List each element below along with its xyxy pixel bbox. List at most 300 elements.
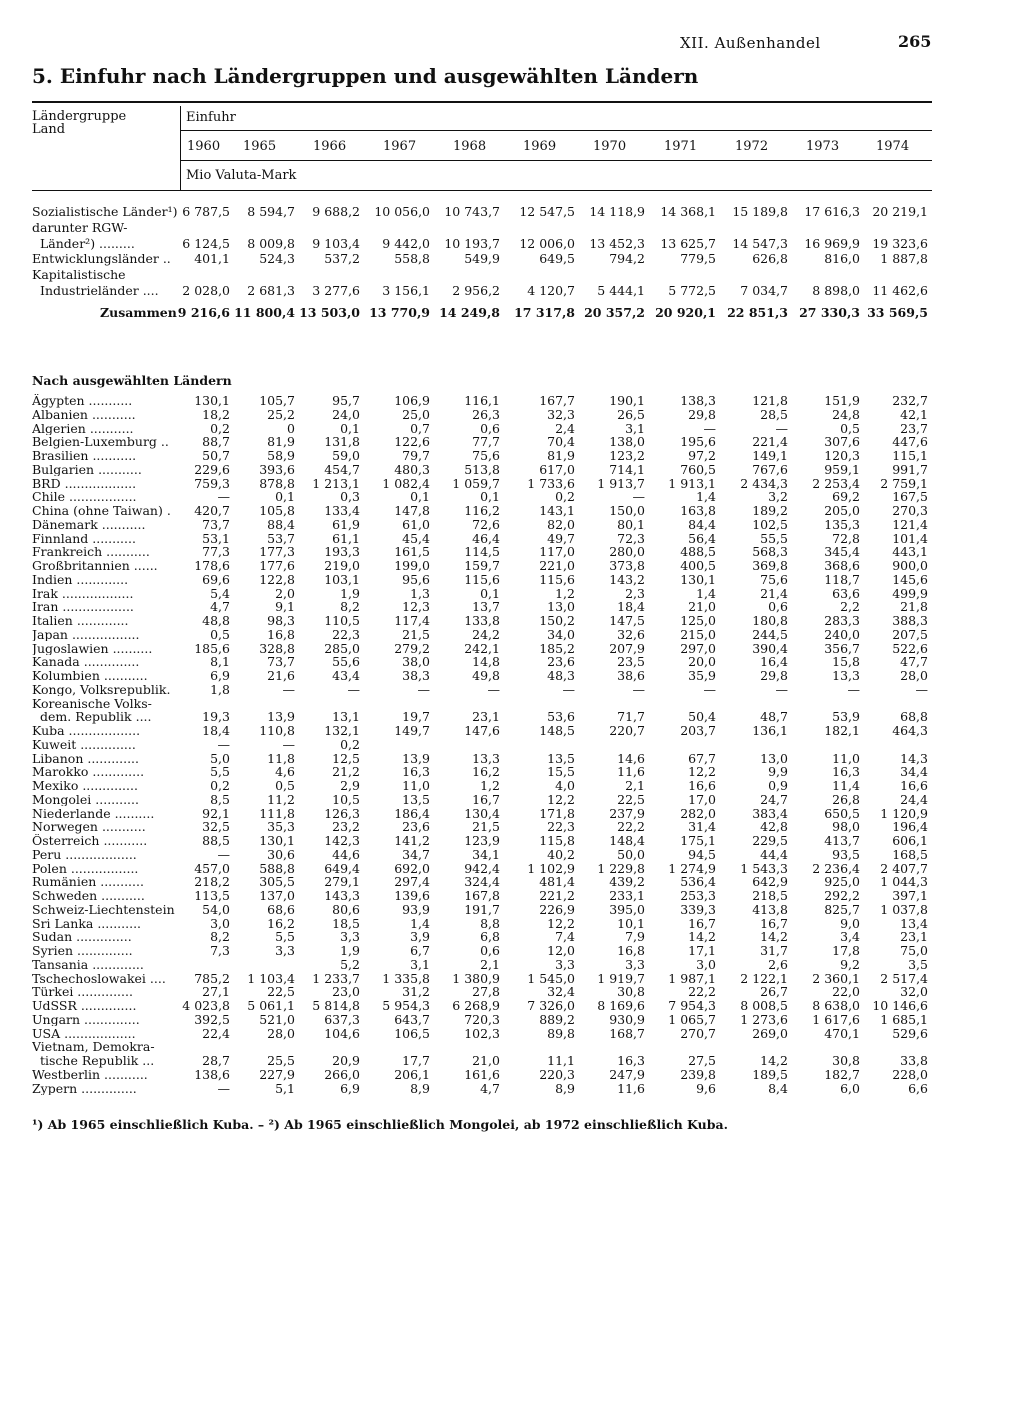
cell-1969: 220,3 [539,1066,575,1082]
cell-1967: 21,5 [402,626,430,642]
cell-1968: 114,5 [464,544,500,560]
cell-1970: 3,3 [625,956,645,972]
row-label: Ungarn .............. [32,1012,140,1027]
cell-1960: 185,6 [194,640,230,656]
cell-1973: 470,1 [824,1025,860,1041]
cell-1972: 229,5 [752,833,788,848]
cell-1968: 133,8 [464,613,500,628]
cell-1971: 14 368,1 [660,204,716,219]
row-label: Dänemark ........... [32,517,146,532]
row-label: Westberlin ........... [32,1067,148,1082]
cell-1971: 20,0 [688,654,716,670]
cell-1970: 16,8 [617,943,645,958]
cell-1969: 32,3 [547,406,575,422]
cell-1967: 9 442,0 [382,235,430,251]
cell-1968: 2,1 [480,956,500,972]
cell-1972: 2 434,3 [740,475,788,491]
einfuhr-label: Einfuhr [186,110,236,125]
cell-1960: 9 216,6 [177,304,230,320]
cell-1969: 32,4 [547,984,575,1000]
cell-1969: 115,6 [539,571,575,587]
cell-1972: 26,7 [760,984,788,1000]
cell-1973: 8 898,0 [812,283,860,298]
cell-1972: 7 034,7 [740,283,788,298]
year-1970: 1970 [593,139,627,154]
cell-1971: 13 625,7 [660,235,716,251]
row-label: Kuweit .............. [32,737,136,752]
cell-1969: 148,5 [539,723,575,738]
cell-1972: 42,8 [760,819,788,835]
cell-1969: 34,0 [547,626,575,642]
cell-1971: 1,4 [696,489,716,505]
row-label: Großbritannien ...... [32,559,158,573]
cell-1970: 714,1 [609,461,645,477]
cell-1970: 72,3 [617,530,645,546]
cell-1968: 21,5 [472,819,500,835]
cell-1974: 447,6 [892,434,928,450]
cell-1966: 279,1 [324,874,360,890]
row-label: China (ohne Taiwan) . [32,504,171,518]
cell-1973: 120,3 [824,448,860,463]
cell-1973: 925,0 [824,874,860,890]
cell-1970: 373,8 [609,558,645,573]
cell-1966: 133,4 [324,503,360,518]
cell-1968: 6,8 [480,929,500,945]
cell-1967: 122,6 [394,434,430,450]
cell-1960: 178,6 [194,558,230,573]
row-label: Kanada .............. [32,655,140,669]
cell-1965: 5 061,1 [247,998,295,1013]
cell-1970: 50,0 [617,846,645,862]
cell-1965: 88,4 [267,516,295,532]
cell-1972: 383,4 [752,805,788,821]
row-label: Brasilien ........... [32,449,137,463]
row-label: Japan ................. [32,627,140,642]
cell-1974: 2 759,1 [880,475,928,491]
cell-1973: 30,8 [832,1053,860,1068]
cell-1972: 244,5 [752,626,788,642]
row-label: Tansania ............. [32,957,144,972]
cell-1965: 13,9 [267,709,295,725]
year-1969: 1969 [523,139,557,154]
cell-1974: 2 517,4 [880,970,928,986]
cell-1965: 110,8 [259,723,295,738]
cell-1974: 522,6 [892,640,928,656]
cell-1967: 1,4 [410,915,430,931]
cell-1968: — [487,681,500,697]
cell-1971: 779,5 [680,251,716,267]
cell-1968: 1 059,7 [452,475,500,491]
cell-1965: 5,1 [275,1080,295,1096]
cell-1970: 280,0 [609,544,645,560]
cell-1974: 388,3 [892,613,928,628]
row-label: UdSSR .............. [32,999,137,1013]
cell-1960: 0,2 [210,778,230,793]
year-1960: 1960 [187,139,221,154]
cell-1972: 2 122,1 [740,970,788,986]
row-label: Entwicklungsländer .. [32,252,171,266]
cell-1970: — [632,489,645,505]
cell-1965: 0 [287,420,295,436]
cell-1971: 56,4 [688,530,716,546]
cell-1972: 2,6 [768,956,788,972]
cell-1969: 82,0 [547,516,575,532]
cell-1966: 43,4 [332,668,360,683]
cell-1968: 130,4 [464,805,500,821]
cell-1967: — [417,681,430,697]
cell-1966: 285,0 [324,640,360,656]
cell-1972: 16,7 [760,915,788,931]
cell-1967: 1,3 [410,585,430,601]
cell-1960: 5,4 [210,585,230,601]
cell-1972: 16,4 [760,654,788,670]
cell-1969: 226,9 [539,901,575,917]
cell-1971: 760,5 [680,461,716,477]
cell-1967: 199,0 [394,558,430,573]
cell-1970: 23,5 [617,654,645,670]
cell-1966: 61,9 [332,516,360,532]
cell-1965: 35,3 [267,819,295,835]
row-label: Schweden ........... [32,889,145,903]
row-label: Frankreich ........... [32,545,150,559]
cell-1965: 68,6 [267,901,295,917]
cell-1974: 228,0 [892,1066,928,1082]
cell-1974: 207,5 [892,626,928,642]
cell-1973: 13,3 [832,668,860,683]
year-1973: 1973 [806,139,840,154]
cell-1969: 4 120,7 [527,283,575,298]
row-label: Chile ................. [32,490,137,504]
cell-1970: 20 357,2 [584,304,645,320]
cell-1965: 137,0 [259,888,295,903]
cell-1967: 19,7 [402,709,430,725]
cell-1970: 143,2 [609,571,645,587]
cell-1973: 27 330,3 [799,304,860,320]
cell-1972: 29,8 [760,668,788,683]
cell-1971: 1,4 [696,585,716,601]
cell-1973: 63,6 [832,585,860,601]
cell-1960: 8,5 [210,791,230,807]
cell-1968: 123,9 [464,833,500,848]
row-label: Indien ............. [32,572,129,587]
cell-1974: 1 887,8 [880,251,928,267]
cell-1960: — [217,489,230,505]
cell-1966: 21,2 [332,764,360,780]
cell-1972: 189,2 [752,503,788,518]
cell-1965: 524,3 [259,251,295,267]
cell-1960: 138,6 [194,1066,230,1082]
cell-1970: 18,4 [617,599,645,615]
cell-1965: 11,8 [267,750,295,766]
cell-1965: 393,6 [259,461,295,477]
row-label: Irak .................. [32,586,134,601]
cell-1971: 21,0 [688,599,716,615]
cell-1965: — [282,681,295,697]
cell-1960: 0,2 [210,420,230,436]
cell-1969: 889,2 [539,1011,575,1027]
cell-1974: 529,6 [892,1025,928,1041]
cell-1968: 1 380,9 [452,970,500,986]
cell-1972: 24,7 [760,791,788,807]
cell-1965: 98,3 [267,613,295,628]
cell-1968: 549,9 [464,251,500,267]
cell-1968: 324,4 [464,874,500,890]
cell-1970: 71,7 [617,709,645,725]
cell-1965: 11 800,4 [234,304,295,320]
row-label: Länder²) ......... [40,236,135,251]
cell-1966: 6,9 [340,1080,360,1096]
cell-1966: 5 814,8 [312,998,360,1013]
cell-1974: 32,0 [900,984,928,1000]
cell-1966: 20,9 [332,1053,360,1068]
cell-1971: 17,1 [688,943,716,958]
cell-1969: 17 317,8 [514,304,575,320]
year-1972: 1972 [735,139,769,154]
cell-1969: 150,2 [539,613,575,628]
row-label: Libanon ............. [32,751,140,766]
cell-1972: 8 008,5 [740,998,788,1013]
cell-1974: 34,4 [900,764,928,780]
cell-1965: 227,9 [259,1066,295,1082]
cell-1974: 3,5 [908,956,928,972]
cell-1967: 186,4 [394,805,430,821]
cell-1970: 32,6 [617,626,645,642]
cell-1974: 232,7 [892,393,928,408]
cell-1971: 50,4 [688,709,716,725]
cell-1968: 75,6 [472,448,500,463]
cell-1970: 8 169,6 [597,998,645,1013]
cell-1971: 536,4 [680,874,716,890]
cell-1968: 10 743,7 [444,204,500,219]
cell-1971: 3,0 [696,956,716,972]
cell-1973: 1 617,6 [812,1011,860,1027]
row-label: Iran .................. [32,600,134,614]
section-heading: Nach ausgewählten Ländern [32,373,232,388]
cell-1970: 395,0 [609,901,645,917]
cell-1960: — [217,1080,230,1096]
cell-1972: 149,1 [752,448,788,463]
cell-1960: 130,1 [194,393,230,408]
cell-1973: 118,7 [824,571,860,587]
row-label: Sri Lanka ........... [32,916,142,931]
row-label: Kuba .................. [32,724,141,738]
cell-1971: 175,1 [680,833,716,848]
cell-1960: 8,2 [210,929,230,945]
cell-1972: 21,4 [760,585,788,601]
row-label: Sudan .............. [32,930,132,944]
cell-1972: — [775,420,788,436]
cell-1974: 6,6 [908,1080,928,1096]
cell-1960: 5,0 [210,750,230,766]
cell-1972: — [775,681,788,697]
cell-1973: 9,0 [840,915,860,931]
row-label: USA .................. [32,1026,136,1041]
cell-1968: 21,0 [472,1053,500,1068]
cell-1966: 193,3 [324,544,360,560]
row-label: Bulgarien ........... [32,462,142,477]
cell-1966: 13 503,0 [299,304,360,320]
head-label-group: Ländergruppe [32,109,127,124]
row-label: Koreanische Volks- [32,696,152,711]
cell-1970: 207,9 [609,640,645,656]
cell-1970: 190,1 [609,393,645,408]
cell-1972: 136,1 [752,723,788,738]
unit-label: Mio Valuta-Mark [186,168,297,183]
cell-1971: 22,2 [688,984,716,1000]
head-label [32,110,126,136]
row-label: Albanien ........... [32,407,136,422]
cell-1970: — [632,681,645,697]
cell-1974: 14,3 [900,750,928,766]
row-label: Türkei .............. [32,985,133,999]
cell-1968: 242,1 [464,640,500,656]
page-number: 265 [898,32,932,51]
year-1968: 1968 [453,139,487,154]
row-label: Kapitalistische [32,268,126,282]
cell-1966: 55,6 [332,654,360,670]
row-label: Industrieländer .... [40,284,159,298]
cell-1973: 345,4 [824,544,860,560]
cell-1973: 151,9 [824,393,860,408]
cell-1973: 292,2 [824,888,860,903]
cell-1972: 13,0 [760,750,788,766]
cell-1966: 5,2 [340,956,360,972]
cell-1974: 499,9 [892,585,928,601]
cell-1960: 73,7 [202,516,230,532]
cell-1965: 73,7 [267,654,295,670]
row-label: Ägypten ........... [32,394,133,408]
rule-top [32,101,932,103]
cell-1965: 5,5 [275,929,295,945]
cell-1974: 900,0 [892,558,928,573]
cell-1972: 221,4 [752,434,788,450]
cell-1960: 3,0 [210,915,230,931]
row-label: Kongo, Volksrepublik. [32,682,171,697]
cell-1967: 38,0 [402,654,430,670]
cell-1960: 0,5 [210,626,230,642]
cell-1971: 203,7 [680,723,716,738]
cell-1960: 18,2 [202,406,230,422]
cell-1965: 16,8 [267,626,295,642]
cell-1971: 297,0 [680,640,716,656]
cell-1973: 182,7 [824,1066,860,1082]
cell-1973: 24,8 [832,406,860,422]
cell-1960: 2 028,0 [182,283,230,298]
cell-1970: 38,6 [617,668,645,683]
cell-1970: 1 913,7 [597,475,645,491]
cell-1969: 49,7 [547,530,575,546]
cell-1973: 69,2 [832,489,860,505]
cell-1973: 26,8 [832,791,860,807]
cell-1971: 195,6 [680,434,716,450]
cell-1973: 0,5 [840,420,860,436]
cell-1970: 14 118,9 [589,204,645,219]
cell-1970: 3,1 [625,420,645,436]
cell-1968: 115,6 [464,571,500,587]
row-label: Rumänien ........... [32,875,144,889]
cell-1967: 279,2 [394,640,430,656]
cell-1967: 3,9 [410,929,430,945]
cell-1960: 54,0 [202,901,230,917]
cell-1965: — [282,736,295,752]
cell-1969: 3,3 [555,956,575,972]
cell-1967: 25,0 [402,406,430,422]
cell-1968: 0,6 [480,420,500,436]
row-label: Marokko ............. [32,765,145,779]
cell-1971: 17,0 [688,791,716,807]
cell-1974: 10 146,6 [872,998,928,1013]
cell-1974: 23,7 [900,420,928,436]
year-1965: 1965 [243,139,277,154]
cell-1972: 642,9 [752,874,788,890]
cell-1969: 12,0 [547,943,575,958]
rule-years [181,160,932,161]
cell-1960: 229,6 [194,461,230,477]
cell-1973: 6,0 [840,1080,860,1096]
cell-1965: 1 103,4 [247,970,295,986]
cell-1967: 141,2 [394,833,430,848]
cell-1973: 17 616,3 [804,204,860,219]
cell-1974: 1 037,8 [880,901,928,917]
cell-1974: 145,6 [892,571,928,587]
cell-1972: 0,6 [768,599,788,615]
cell-1974: 196,4 [892,819,928,835]
cell-1974: 68,8 [900,709,928,725]
cell-1971: 239,8 [680,1066,716,1082]
cell-1968: 191,7 [464,901,500,917]
cell-1974: 397,1 [892,888,928,903]
cell-1965: 177,3 [259,544,295,560]
row-label: Finnland ........... [32,531,136,546]
cell-1973: 413,7 [824,833,860,848]
row-label: Vietnam, Demokra- [32,1040,155,1054]
cell-1969: — [562,681,575,697]
cell-1968: 102,3 [464,1025,500,1041]
cell-1973: 98,0 [832,819,860,835]
cell-1965: 21,6 [267,668,295,683]
cell-1960: 420,7 [194,503,230,518]
cell-1967: 38,3 [402,668,430,683]
cell-1968: 34,1 [472,846,500,862]
cell-1973: — [847,681,860,697]
cell-1960: 1,8 [210,681,230,697]
cell-1973: 356,7 [824,640,860,656]
cell-1965: 8 594,7 [247,204,295,219]
cell-1971: 1 065,7 [668,1011,716,1027]
cell-1965: 58,9 [267,448,295,463]
cell-1968: 513,8 [464,461,500,477]
row-label: Niederlande .......... [32,806,155,821]
cell-1965: 0,5 [275,778,295,793]
cell-1960: 18,4 [202,723,230,738]
cell-1973: 53,9 [832,709,860,725]
cell-1967: 5 954,3 [382,998,430,1013]
cell-1969: 48,3 [547,668,575,683]
cell-1960: 88,5 [202,833,230,848]
cell-1973: 650,5 [824,805,860,821]
cell-1973: 16 969,9 [804,235,860,251]
cell-1967: 13 770,9 [369,304,430,320]
cell-1970: 30,8 [617,984,645,1000]
cell-1973: 2 236,4 [812,860,860,876]
row-label: Norwegen ........... [32,820,146,834]
cell-1969: 12,2 [547,791,575,807]
cell-1967: 149,7 [394,723,430,738]
cell-1968: 72,6 [472,516,500,532]
cell-1966: 637,3 [324,1011,360,1027]
cell-1967: 558,8 [394,251,430,267]
cell-1970: 11,6 [617,764,645,780]
